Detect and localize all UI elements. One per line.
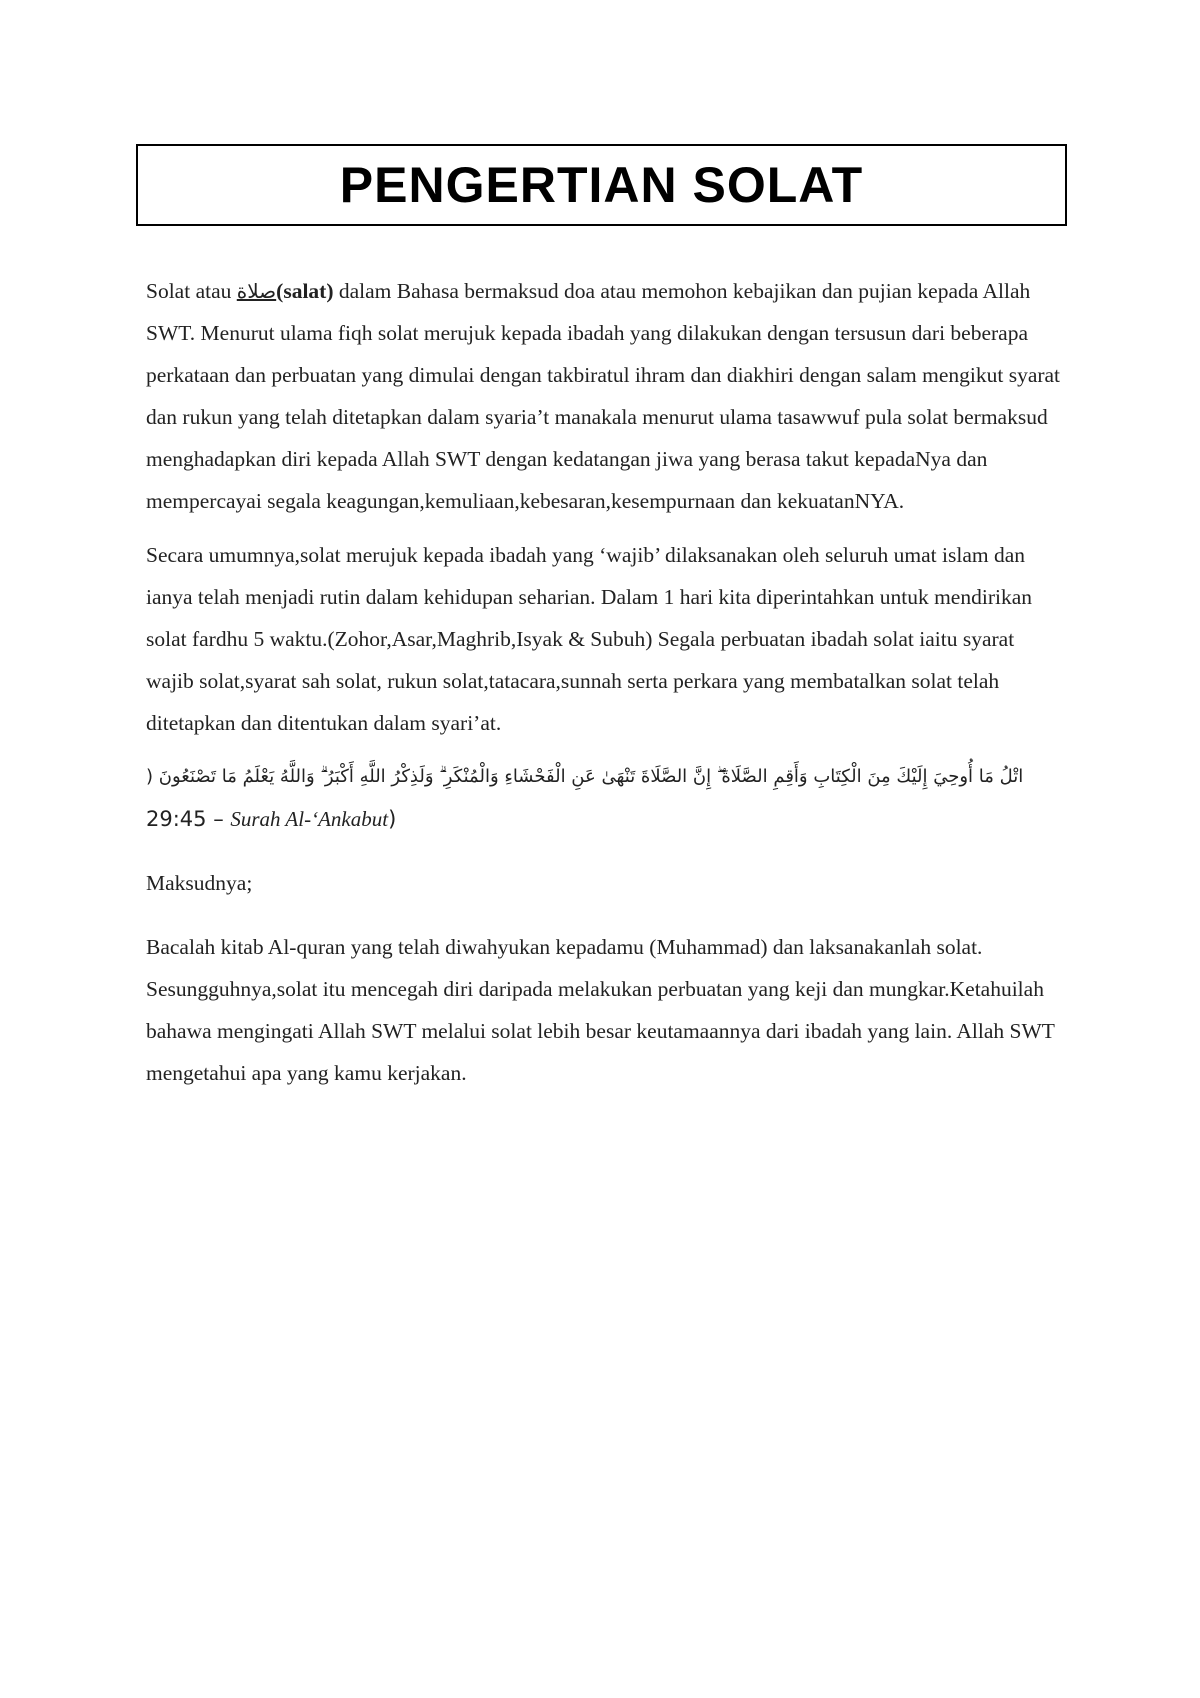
salat-term: (salat) [276,279,334,303]
document-body [146,270,1066,1106]
paragraph-general: Secara umumnya,solat merujuk kepada ibadah yang ‘wajib’ dilaksanakan oleh seluruh umat islam dan ianya telah menjadi rutin dalam kehidupan seharian. Dalam 1 hari kita diperintahkan untuk mendirikan solat fardhu 5 waktu.(Zohor,Asar,Maghrib,Isyak & Subuh) Segala perbuatan ibadah solat iaitu syarat wajib solat,syarat sah solat, rukun solat,tatacara,sunnah serta perkara yang membatalkan solat telah ditetapkan dan ditentukan dalam syari’at. [146,543,1032,735]
arabic-salat-word: صلاة [236,279,277,303]
definition-prefix: Solat atau [146,279,237,303]
definition-text: dalam Bahasa bermaksud doa atau memohon kebajikan dan pujian kepada Allah SWT. Menurut ulama fiqh solat merujuk kepada ibadah yang dilakukan dengan tersusun dari beberapa perkataan dan perbuatan yang dimulai dengan takbiratul ihram dan diakhiri dengan salam mengikut syarat dan rukun yang telah ditetapkan dalam syaria’t manakala menurut ulama tasawwuf pula solat bermaksud menghadapkan diri kepada Allah SWT dengan kedatangan jiwa yang berasa takut kepadaNya dan mempercayai segala keagungan,kemuliaan,kebesaran,kesempurnaan dan kekuatanNYA. [146,279,1061,513]
verse-ref-close: ) [388,807,397,831]
paragraph-definition [146,270,1066,522]
quran-verse-arabic: اتْلُ مَا أُوحِيَ إِلَيْكَ مِنَ الْكِتَابِ وَأَقِمِ الصَّلَاةَ ۖ إِنَّ الصَّلَاةَ تَنْهَىٰ عَنِ الْفَحْشَاءِ وَالْمُنْكَرِ ۗ وَلَذِكْرُ اللَّهِ أَكْبَرُ ۗ وَاللَّهُ يَعْلَمُ مَا تَصْنَعُونَ ( [146,766,1024,787]
title-box [136,144,1067,226]
verse-number: 29:45 – [146,807,231,831]
page-title: PENGERTIAN SOLAT [339,157,864,213]
surah-name: Surah Al-‘Ankabut [230,807,389,831]
meaning-label: Maksudnya; [146,871,253,895]
verse-reference [146,798,1066,840]
verse-translation: Bacalah kitab Al-quran yang telah diwahyukan kepadamu (Muhammad) dan laksanakanlah solat. Sesungguhnya,solat itu mencegah diri daripada melakukan perbuatan yang keji dan mungkar.Ketahuilah bahawa mengingati Allah SWT melalui solat lebih besar keutamaannya dari ibadah yang lain. Allah SWT mengetahui apa yang kamu kerjakan. [146,935,1055,1085]
